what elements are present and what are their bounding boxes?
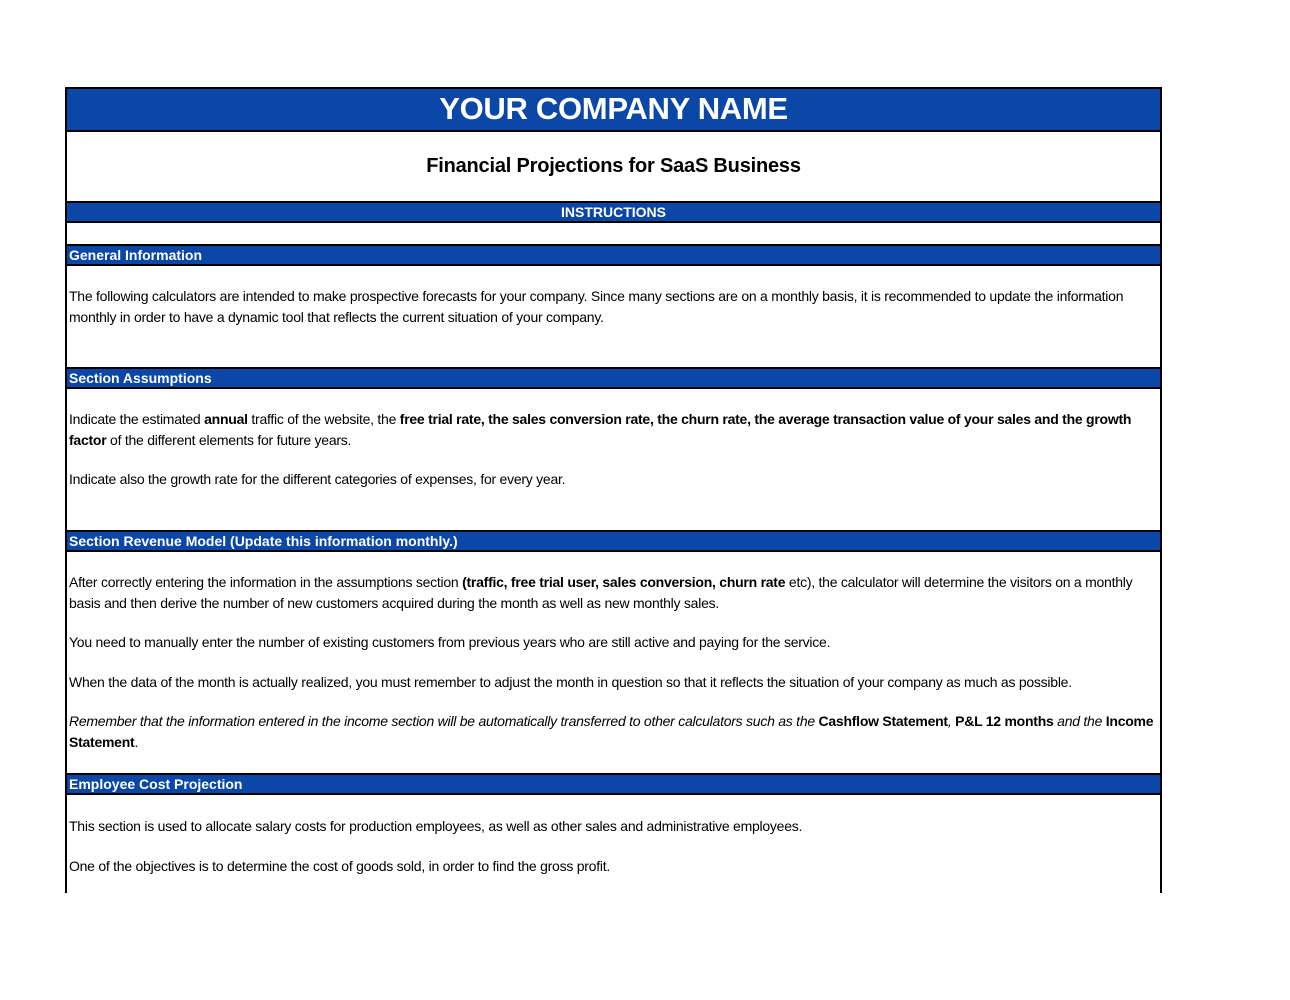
section-heading-assumptions: Section Assumptions [67,367,1160,389]
section-heading-revenue-model: Section Revenue Model (Update this information monthly.) [67,530,1160,552]
assumptions-paragraph-2: Indicate also the growth rate for the different categories of expenses, for every year. [69,471,566,487]
instructions-sheet [65,87,1162,893]
revenue-model-paragraph-3: When the data of the month is actually realized, you must remember to adjust the month in question so that it reflects the situation of your company as much as possible. [69,674,1072,690]
instructions-heading: INSTRUCTIONS [67,201,1160,223]
section-heading-employee-cost: Employee Cost Projection [67,773,1160,795]
employee-cost-paragraph-2: One of the objectives is to determine the cost of goods sold, in order to find the gross profit. [69,858,610,874]
revenue-model-paragraph-1: After correctly entering the information in the assumptions section (traffic, free trial user, sales conversion, churn rate etc), the calculator will determine the visitors on a monthly basis and then derive the number of new customers acquired during the month as well as new monthly sales. [69,574,1133,611]
revenue-model-paragraph-2: You need to manually enter the number of existing customers from previous years who are still active and paying for the service. [69,634,831,650]
revenue-model-paragraph-4: Remember that the information entered in the income section will be automatically transferred to other calculators such as the Cashflow Statement, P&L 12 months and the Income Statement. [69,713,1154,750]
employee-cost-paragraph-1: This section is used to allocate salary costs for production employees, as well as other sales and administrative employees. [69,818,803,834]
general-information-paragraph: The following calculators are intended to make prospective forecasts for your company. Since many sections are on a monthly basis, it is recommended to update the information monthly in order to have a dynamic tool that reflects the current situation of your company. [69,288,1124,325]
document-title: Financial Projections for SaaS Business [426,155,801,177]
assumptions-paragraph-1: Indicate the estimated annual traffic of the website, the free trial rate, the sales conversion rate, the churn rate, the average transaction value of your sales and the growth factor of the different elements for future years. [69,411,1132,448]
company-name-header: YOUR COMPANY NAME [67,89,1160,132]
section-heading-general-information: General Information [67,244,1160,266]
